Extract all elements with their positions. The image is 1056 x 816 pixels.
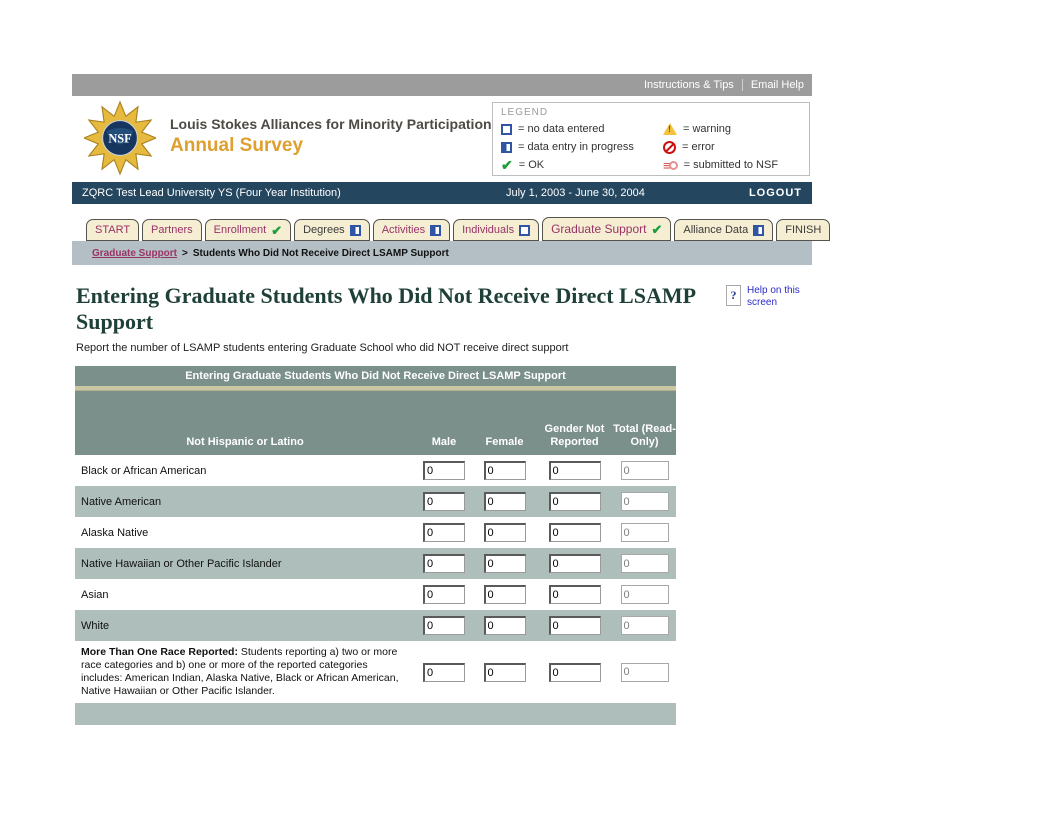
gender-not-reported-input[interactable] bbox=[549, 523, 601, 542]
tab-graduate-support[interactable] bbox=[542, 217, 671, 241]
male-input[interactable] bbox=[423, 616, 465, 635]
gender-not-reported-input[interactable] bbox=[549, 616, 601, 635]
gender-not-reported-input[interactable] bbox=[549, 554, 601, 573]
value-cell bbox=[536, 492, 613, 511]
tab-start[interactable] bbox=[86, 219, 139, 241]
row-label: Asian bbox=[81, 588, 109, 601]
female-input[interactable] bbox=[484, 554, 526, 573]
question-mark-icon[interactable]: ? bbox=[726, 285, 741, 306]
table-row bbox=[75, 579, 676, 610]
tab-label: FINISH bbox=[785, 224, 822, 236]
program-title: Louis Stokes Alliances for Minority Participation bbox=[170, 116, 492, 132]
no-data-icon bbox=[519, 225, 530, 236]
tab-bar bbox=[72, 217, 822, 241]
legend-item-label: = data entry in progress bbox=[518, 141, 634, 153]
submitted-icon bbox=[663, 157, 678, 173]
tab-activities[interactable] bbox=[373, 219, 450, 241]
tab-label: Activities bbox=[381, 224, 426, 236]
page-title: Entering Graduate Students Who Did Not Receive Direct LSAMP Support bbox=[76, 283, 695, 334]
no-data-icon bbox=[501, 124, 512, 135]
female-input[interactable] bbox=[484, 663, 526, 682]
total-input bbox=[621, 585, 669, 604]
value-cell bbox=[473, 523, 536, 542]
tab-enrollment[interactable] bbox=[205, 219, 291, 241]
data-in-progress-icon bbox=[501, 142, 512, 153]
female-input[interactable] bbox=[484, 523, 526, 542]
legend-item-label: = submitted to NSF bbox=[683, 159, 779, 171]
legend-item-label: = error bbox=[682, 141, 715, 153]
male-input[interactable] bbox=[423, 554, 465, 573]
report-period: July 1, 2003 - June 30, 2004 bbox=[506, 187, 645, 199]
value-cell bbox=[473, 663, 536, 682]
male-input[interactable] bbox=[423, 492, 465, 511]
legend-box bbox=[492, 102, 810, 176]
value-cell bbox=[536, 663, 613, 682]
gender-not-reported-input[interactable] bbox=[549, 492, 601, 511]
male-input[interactable] bbox=[423, 523, 465, 542]
instructions-tips-link[interactable]: Instructions & Tips bbox=[643, 79, 734, 91]
total-input bbox=[621, 616, 669, 635]
column-header-male: Male bbox=[431, 436, 457, 448]
value-cell bbox=[415, 585, 473, 604]
total-input bbox=[621, 663, 669, 682]
help-screen-link[interactable]: Help on this screen bbox=[747, 285, 800, 308]
graduate-students-table bbox=[75, 366, 676, 725]
tab-label: Enrollment bbox=[213, 224, 267, 236]
submitted-lines: ≡ bbox=[663, 157, 671, 173]
legend-item bbox=[663, 138, 801, 156]
column-header-not-hispanic: Not Hispanic or Latino bbox=[186, 436, 304, 448]
total-input bbox=[621, 492, 669, 511]
row-label: More Than One Race Reported: Students reporting a) two or more race categories and b) one or more of the reported categories includes: American Indian, Alaska Native, Black or African American, Native Hawaiian or Other Pacific Islander. bbox=[81, 646, 399, 697]
gender-not-reported-input[interactable] bbox=[549, 461, 601, 480]
data-in-progress-icon bbox=[753, 225, 764, 236]
value-cell bbox=[473, 461, 536, 480]
top-links-separator bbox=[742, 79, 743, 91]
help-on-this-screen bbox=[726, 285, 800, 309]
male-input[interactable] bbox=[423, 585, 465, 604]
value-cell bbox=[613, 554, 676, 573]
table-header-row bbox=[75, 391, 676, 455]
table-footer-bar bbox=[75, 703, 676, 725]
value-cell bbox=[415, 616, 473, 635]
value-cell bbox=[473, 585, 536, 604]
value-cell bbox=[536, 585, 613, 604]
male-input[interactable] bbox=[423, 663, 465, 682]
tab-label: Partners bbox=[151, 224, 193, 236]
institution-name: ZQRC Test Lead University YS (Four Year Institution) bbox=[82, 187, 341, 199]
tab-finish[interactable] bbox=[776, 219, 830, 241]
value-cell bbox=[613, 523, 676, 542]
value-cell bbox=[415, 461, 473, 480]
value-cell bbox=[415, 663, 473, 682]
female-input[interactable] bbox=[484, 461, 526, 480]
institution-bar bbox=[72, 182, 812, 204]
tab-alliance-data[interactable] bbox=[674, 219, 773, 241]
female-input[interactable] bbox=[484, 585, 526, 604]
tab-partners[interactable] bbox=[142, 219, 202, 241]
row-label: Native American bbox=[81, 495, 162, 508]
value-cell bbox=[536, 461, 613, 480]
top-links-bar bbox=[72, 74, 812, 96]
column-header-female: Female bbox=[485, 436, 524, 448]
legend-item-label: = warning bbox=[683, 123, 732, 135]
survey-titles bbox=[170, 116, 492, 157]
value-cell bbox=[415, 523, 473, 542]
row-label: Black or African American bbox=[81, 464, 207, 477]
row-label: White bbox=[81, 619, 110, 632]
value-cell bbox=[473, 554, 536, 573]
data-in-progress-icon bbox=[430, 225, 441, 236]
value-cell bbox=[473, 616, 536, 635]
legend-item-label: = OK bbox=[518, 159, 545, 171]
tab-label: Graduate Support bbox=[551, 222, 647, 236]
table-row bbox=[75, 641, 676, 703]
logout-button[interactable]: LOGOUT bbox=[748, 187, 802, 199]
breadcrumb-current: Students Who Did Not Receive Direct LSAMP Support bbox=[192, 247, 449, 259]
total-input bbox=[621, 461, 669, 480]
warning-icon bbox=[663, 123, 677, 135]
table-row bbox=[75, 548, 676, 579]
tab-label: Degrees bbox=[303, 224, 345, 236]
legend-item bbox=[501, 138, 663, 156]
value-cell bbox=[536, 616, 613, 635]
legend-item-label: = no data entered bbox=[518, 123, 605, 135]
value-cell bbox=[536, 554, 613, 573]
nsf-logo bbox=[84, 100, 156, 176]
total-input bbox=[621, 554, 669, 573]
gender-not-reported-input[interactable] bbox=[549, 585, 601, 604]
breadcrumb-link-graduate-support[interactable]: Graduate Support bbox=[92, 247, 178, 259]
column-header-total: Total (Read-Only) bbox=[613, 423, 676, 448]
value-cell bbox=[613, 585, 676, 604]
value-cell bbox=[613, 461, 676, 480]
tab-individuals[interactable] bbox=[453, 219, 539, 241]
row-label: Native Hawaiian or Other Pacific Islander bbox=[81, 557, 282, 570]
error-icon bbox=[663, 141, 676, 154]
value-cell bbox=[613, 663, 676, 682]
table-body bbox=[75, 455, 676, 703]
ok-check-icon: ✔ bbox=[651, 221, 663, 237]
tab-degrees[interactable] bbox=[294, 219, 370, 241]
legend-item bbox=[663, 156, 801, 174]
row-label: Alaska Native bbox=[81, 526, 149, 539]
table-row bbox=[75, 517, 676, 548]
table-row bbox=[75, 610, 676, 641]
legend-item bbox=[501, 156, 663, 174]
value-cell bbox=[415, 554, 473, 573]
female-input[interactable] bbox=[484, 492, 526, 511]
breadcrumb-separator: > bbox=[182, 247, 188, 259]
legend-item bbox=[663, 120, 801, 138]
data-in-progress-icon bbox=[350, 225, 361, 236]
value-cell bbox=[473, 492, 536, 511]
female-input[interactable] bbox=[484, 616, 526, 635]
survey-title: Annual Survey bbox=[170, 135, 304, 156]
legend-item bbox=[501, 120, 663, 138]
submitted-circle bbox=[669, 161, 678, 170]
table-row bbox=[75, 486, 676, 517]
tab-label: Individuals bbox=[462, 224, 515, 236]
value-cell bbox=[536, 523, 613, 542]
legend-items bbox=[501, 120, 801, 174]
tab-label: START bbox=[95, 224, 131, 236]
breadcrumb bbox=[72, 241, 812, 265]
tab-label: Alliance Data bbox=[683, 224, 749, 236]
ok-check-icon: ✔ bbox=[271, 222, 283, 238]
legend-title: LEGEND bbox=[501, 107, 549, 118]
value-cell bbox=[613, 616, 676, 635]
app-window bbox=[72, 74, 822, 725]
table-row bbox=[75, 455, 676, 486]
total-input bbox=[621, 523, 669, 542]
survey-header bbox=[72, 96, 812, 182]
page-content bbox=[72, 265, 812, 725]
gender-not-reported-input[interactable] bbox=[549, 663, 601, 682]
male-input[interactable] bbox=[423, 461, 465, 480]
nsf-logo-text: NSF bbox=[108, 131, 132, 146]
value-cell bbox=[613, 492, 676, 511]
ok-check-icon: ✔ bbox=[501, 156, 513, 173]
email-help-link[interactable]: Email Help bbox=[750, 79, 804, 91]
table-title: Entering Graduate Students Who Did Not Receive Direct LSAMP Support bbox=[75, 366, 676, 386]
page-subtitle: Report the number of LSAMP students entering Graduate School who did NOT receive direct support bbox=[76, 342, 569, 354]
column-header-gender-not-reported: Gender Not Reported bbox=[544, 423, 605, 448]
value-cell bbox=[415, 492, 473, 511]
